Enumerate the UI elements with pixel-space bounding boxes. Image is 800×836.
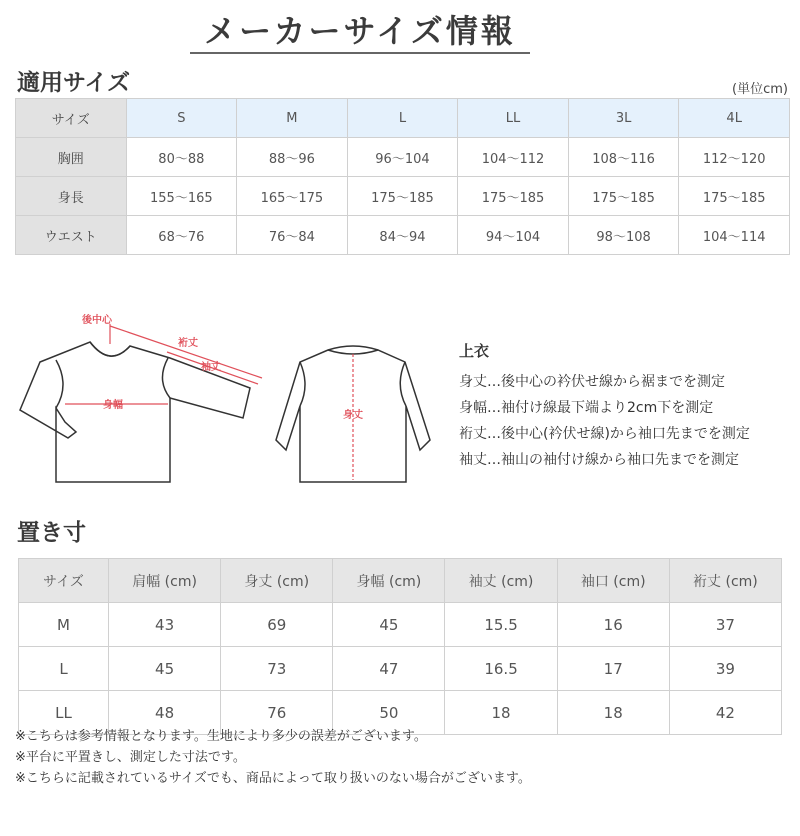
table-cell: 16.5 xyxy=(445,647,557,691)
table-cell: 18 xyxy=(445,691,557,735)
table-cell: 45 xyxy=(109,647,221,691)
table-cell: 48 xyxy=(109,691,221,735)
back-center-label: 後中心 xyxy=(82,315,112,326)
unit-label: (単位cm) xyxy=(732,82,788,97)
yuki-line xyxy=(110,326,262,378)
table-row xyxy=(16,138,790,177)
table-cell: 155〜165 xyxy=(126,177,237,216)
table-cell: 37 xyxy=(669,603,781,647)
table-cell: 80〜88 xyxy=(126,138,237,177)
page-title: メーカーサイズ情報 xyxy=(204,12,516,50)
table-header-cell: 3L xyxy=(568,99,679,138)
table-cell: 76 xyxy=(221,691,333,735)
table-cell: 68〜76 xyxy=(126,216,237,255)
table-header-cell: サイズ xyxy=(16,99,127,138)
note-line: ※こちらは参考情報となります。生地により多少の誤差がございます。 xyxy=(15,729,427,744)
table-row xyxy=(16,216,790,255)
table-header-cell: 袖丈 (cm) xyxy=(445,559,557,603)
front-measure-lines xyxy=(65,324,262,404)
table-cell: 175〜185 xyxy=(458,177,569,216)
table-header-cell: 肩幅 (cm) xyxy=(109,559,221,603)
garment-diagram xyxy=(10,300,450,490)
table-header-cell: 身丈 (cm) xyxy=(221,559,333,603)
measurement-legend xyxy=(459,340,750,473)
table-cell: 39 xyxy=(669,647,781,691)
table-row xyxy=(19,647,782,691)
table-cell: 175〜185 xyxy=(568,177,679,216)
table-cell: 50 xyxy=(333,691,445,735)
table-cell: 108〜116 xyxy=(568,138,679,177)
legend-item: 裄丈…後中心(衿伏せ線)から袖口先までを測定 xyxy=(459,426,750,442)
table-cell: 98〜108 xyxy=(568,216,679,255)
table-header-row xyxy=(16,99,790,138)
table-cell: 96〜104 xyxy=(347,138,458,177)
size-table xyxy=(15,98,790,255)
table-cell: 165〜175 xyxy=(237,177,348,216)
table-cell: 175〜185 xyxy=(679,177,790,216)
legend-item: 身丈…後中心の衿伏せ線から裾までを測定 xyxy=(459,374,725,390)
row-label: M xyxy=(19,603,109,647)
table-header-cell: 袖口 (cm) xyxy=(557,559,669,603)
table-cell: 73 xyxy=(221,647,333,691)
note-line: ※こちらに記載されているサイズでも、商品によって取り扱いのない場合がございます。 xyxy=(15,771,531,786)
row-label: L xyxy=(19,647,109,691)
legend-item: 袖丈…袖山の袖付け線から袖口先までを測定 xyxy=(459,452,739,468)
flat-measure-table xyxy=(18,558,782,735)
table-cell: 94〜104 xyxy=(458,216,569,255)
table-cell: 175〜185 xyxy=(347,177,458,216)
table-cell: 104〜112 xyxy=(458,138,569,177)
notes xyxy=(15,726,531,789)
table-header-cell: L xyxy=(347,99,458,138)
table-cell: 69 xyxy=(221,603,333,647)
table-cell: 104〜114 xyxy=(679,216,790,255)
table-cell: 88〜96 xyxy=(237,138,348,177)
table-cell: 18 xyxy=(557,691,669,735)
row-label: LL xyxy=(19,691,109,735)
table-header-cell: 4L xyxy=(679,99,790,138)
mitake-label: 身丈 xyxy=(343,410,363,421)
size-section-heading: 適用サイズ xyxy=(17,70,131,96)
table-header-cell: M xyxy=(237,99,348,138)
flat-section-heading: 置き寸 xyxy=(17,520,86,546)
table-cell: 15.5 xyxy=(445,603,557,647)
table-header-cell: 身幅 (cm) xyxy=(333,559,445,603)
table-header-cell: S xyxy=(126,99,237,138)
mihaba-label: 身幅 xyxy=(103,400,123,411)
row-label: 身長 xyxy=(16,177,127,216)
table-header-cell: LL xyxy=(458,99,569,138)
table-cell: 47 xyxy=(333,647,445,691)
table-cell: 84〜94 xyxy=(347,216,458,255)
sode-label: 袖丈 xyxy=(201,362,221,373)
table-header-row xyxy=(19,559,782,603)
note-line: ※平台に平置きし、測定した寸法です。 xyxy=(15,750,246,765)
row-label: ウエスト xyxy=(16,216,127,255)
table-header-cell: 裄丈 (cm) xyxy=(669,559,781,603)
table-cell: 16 xyxy=(557,603,669,647)
table-cell: 112〜120 xyxy=(679,138,790,177)
table-cell: 45 xyxy=(333,603,445,647)
table-row xyxy=(19,603,782,647)
table-cell: 76〜84 xyxy=(237,216,348,255)
yuki-label: 裄丈 xyxy=(178,338,198,349)
table-cell: 43 xyxy=(109,603,221,647)
row-label: 胸囲 xyxy=(16,138,127,177)
legend-item: 身幅…袖付け線最下端より2cm下を測定 xyxy=(459,400,714,416)
table-cell: 17 xyxy=(557,647,669,691)
legend-heading: 上衣 xyxy=(459,342,490,360)
table-header-cell: サイズ xyxy=(19,559,109,603)
title-underline xyxy=(190,52,530,54)
table-cell: 42 xyxy=(669,691,781,735)
table-row xyxy=(16,177,790,216)
